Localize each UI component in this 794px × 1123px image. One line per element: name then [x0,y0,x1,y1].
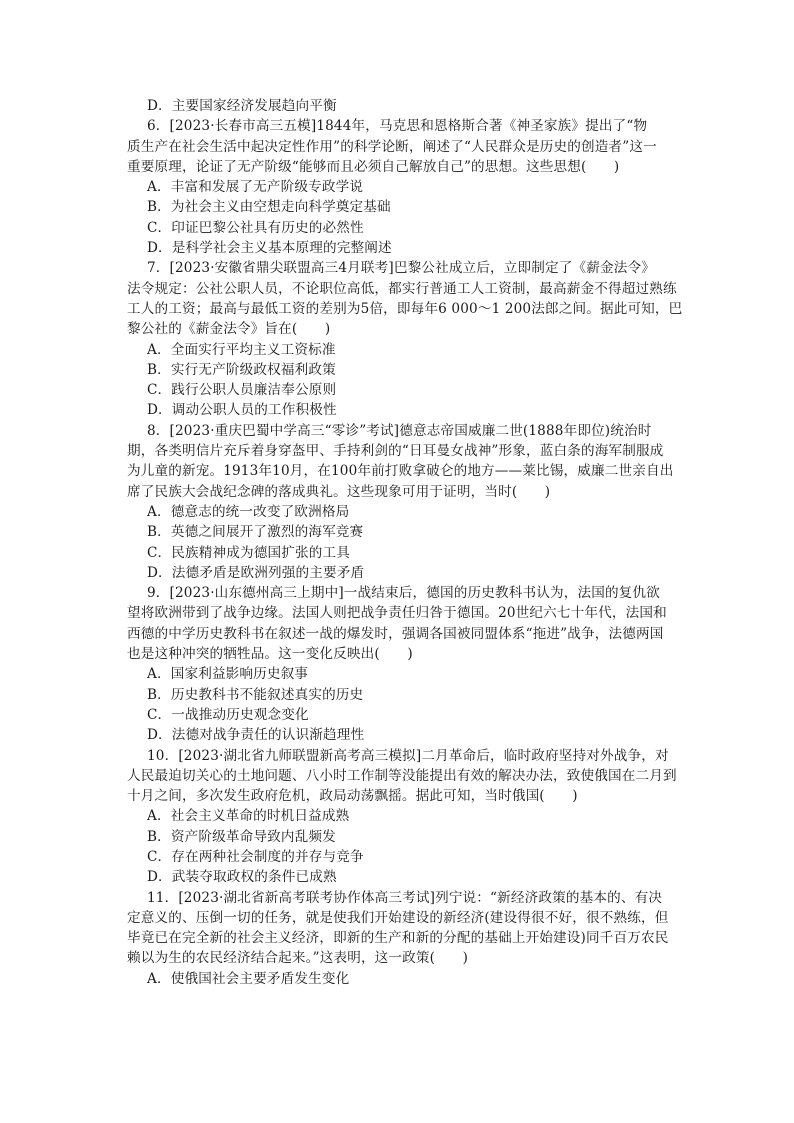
option-a: A．社会主义革命的时机日益成熟 [147,808,350,825]
question-text-line: 11．[2023·湖北省新高考联考协作体高三考试]列宁说：“新经济政策的基本的、有决 [147,889,663,906]
question-text-line: 定意义的、压倒一切的任务，就是使我们开始建设的新经济(建设得很不好，很不熟练，但 [127,909,669,926]
option-b: B．英德之间展开了激烈的海军竞赛 [147,524,364,541]
question-9 [127,583,667,745]
question-text-line: 法令规定：公社公职人员，不论职位高低，都实行普通工人工资制，最高薪金不得超过熟练 [127,280,677,297]
question-text-line: 望将欧洲带到了战争边缘。法国人则把战争责任归咎于德国。20世纪六七十年代，法国和 [127,605,667,622]
option-c: C．存在两种社会制度的并存与竞争 [147,848,364,865]
question-10 [127,746,677,888]
question-text-line: 工人的工资；最高与最低工资的差别为5倍，即每年6 000～1 200法郎之间。据此可知，巴 [127,300,683,317]
option-a: A．全面实行平均主义工资标准 [147,341,336,358]
question-text-line: 席了民族大会战纪念碑的落成典礼。这些现象可用于证明，当时( ) [127,483,551,500]
option-b: B．资产阶级革命导致内乱频发 [147,828,336,845]
question-11 [127,888,667,989]
question-text-line: 9．[2023·山东德州高三上期中]一战结束后，德国的历史教科书认为，法国的复仇欲 [147,585,660,602]
question-text-line: 毕竟已在完全新的社会主义经济，即新的生产和新的分配的基础上开始建设)同千百万农民 [127,930,669,947]
option-a: A．丰富和发展了无产阶级专政学说 [147,179,364,196]
option-d: D．法德矛盾是欧洲列强的主要矛盾 [147,564,365,581]
question-text-line: 赖以为生的农民经济结合起来。”这表明，这一政策( ) [127,950,469,967]
question-7 [127,258,683,420]
question-8 [127,421,674,583]
option-a: A．德意志的统一改变了欧洲格局 [147,503,350,520]
option-b: B．实行无产阶级政权福利政策 [147,361,336,378]
option-d: D．法德对战争责任的认识渐趋理性 [147,727,365,744]
question-text-line: 期，各类明信片充斥着身穿盔甲、手持利剑的“日耳曼女战神”形象，蓝白条的海军制服成 [127,443,664,460]
option-c: C．印证巴黎公社具有历史的必然性 [147,219,364,236]
option-d: D．武装夺取政权的条件已成熟 [147,869,337,886]
option-c: C．一战推动历史观念变化 [147,706,309,723]
question-text-line: 质生产在社会生活中起决定性作用”的科学论断，阐述了“人民群众是历史的创造者”这一 [127,138,657,155]
option-b: B．历史教科书不能叙述真实的历史 [147,686,364,703]
question-text-line: 为儿童的新宠。1913年10月，在100年前打败拿破仑的地方——莱比锡，威廉二世亲自出 [127,463,674,480]
question-text-line: 6．[2023·长春市高三五模]1844年，马克思和恩格斯合著《神圣家族》提出了“物 [147,118,648,135]
option-c: C．践行公职人员廉洁奉公原则 [147,382,337,399]
question-text-line: 7．[2023·安徽省鼎尖联盟高三4月联考]巴黎公社成立后，立即制定了《薪金法令》 [147,260,655,277]
question-text-line: 重要原理，论证了无产阶级“能够而且必须自己解放自己”的思想。这些思想( ) [127,158,620,175]
question-text-line: 西德的中学历史教科书在叙述一战的爆发时，强调各国被同盟体系“拖进”战争，法德两国 [127,625,664,642]
option-d: D．是科学社会主义基本原理的完整阐述 [147,240,392,257]
option-a: A．使俄国社会主要矛盾发生变化 [147,970,350,987]
option-d: D．调动公职人员的工作积极性 [147,402,337,419]
option-b: B．为社会主义由空想走向科学奠定基础 [147,199,391,216]
question-text-line: 8．[2023·重庆巴蜀中学高三“零诊”考试]德意志帝国威廉二世(1888年即位)统治时 [147,422,652,439]
question-text-line: 黎公社的《薪金法令》旨在( ) [127,321,331,338]
question-6 [127,116,667,258]
option-c: C．民族精神成为德国扩张的工具 [147,544,350,561]
question-text-line: 人民最迫切关心的土地问题、八小时工作制等没能提出有效的解决办法，致使俄国在二月到 [127,767,677,784]
question-text-line: 也是这种冲突的牺牲品。这一变化反映出( ) [127,646,413,663]
question-text-line: 十月之间，多次发生政府危机，政局动荡飘摇。据此可知，当时俄国( ) [127,788,578,805]
option-line: D．主要国家经济发展趋向平衡 [147,98,337,114]
option-a: A．国家利益影响历史叙事 [147,666,309,683]
question-list [127,96,683,989]
question-text-line: 10．[2023·湖北省九师联盟新高考高三模拟]二月革命后，临时政府坚持对外战争，对 [147,747,669,764]
